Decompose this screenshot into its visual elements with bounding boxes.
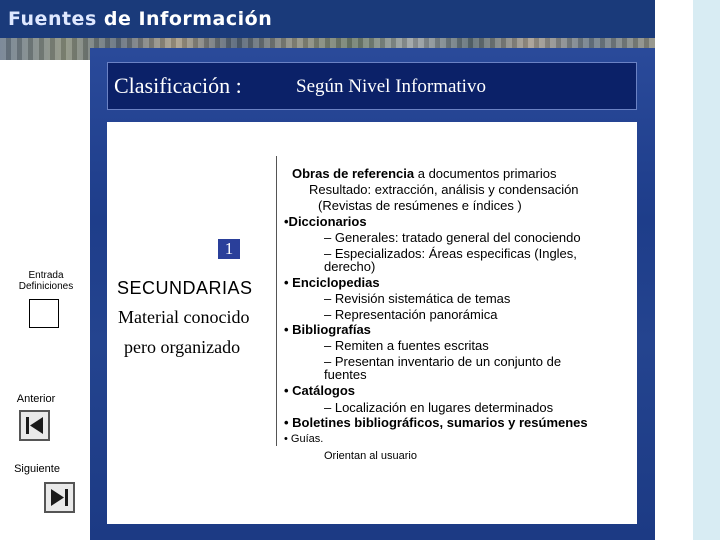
diccionarios-item-2b: derecho)	[324, 259, 376, 274]
header-title-part2: de Información	[103, 8, 273, 30]
number-badge: 1	[218, 239, 240, 259]
bibliografias-heading: • Bibliografías	[284, 322, 371, 337]
slide-subtitle: Según Nivel Informativo	[296, 76, 486, 97]
intro-line	[292, 166, 556, 181]
guias-heading: • Guías.	[284, 433, 324, 445]
bibliografias-item-2b: fuentes	[324, 367, 367, 382]
catalogos-heading: • Catálogos	[284, 383, 356, 398]
slide-title: Clasificación :	[114, 73, 242, 98]
next-button[interactable]	[44, 482, 75, 513]
enciclopedias-heading: • Enciclopedias	[284, 275, 380, 290]
bibliografias-item-1: – Remiten a fuentes escritas	[324, 338, 489, 353]
diccionarios-heading: •Diccionarios	[284, 214, 367, 229]
previous-icon	[21, 412, 48, 439]
entrada-label-line1: Entrada	[28, 270, 64, 281]
bibliografias-item-2a: – Presentan inventario de un conjunto de	[324, 354, 562, 369]
entrada-definiciones-button[interactable]	[29, 299, 59, 328]
category-name: SECUNDARIAS	[117, 278, 253, 298]
header-title-part1: Fuentes	[8, 8, 97, 30]
divider-line	[276, 156, 277, 446]
boletines-heading: • Boletines bibliográficos, sumarios y resúmenes	[284, 415, 588, 430]
resultado-line: Resultado: extracción, análisis y condensación	[309, 182, 579, 197]
revistas-line: (Revistas de resúmenes e índices )	[318, 198, 522, 213]
far-right-margin	[693, 0, 720, 540]
right-margin	[655, 0, 693, 540]
intro-rest: a documentos primarios	[414, 166, 557, 181]
entrada-label-line2: Definiciones	[18, 281, 74, 292]
entrada-definiciones-label	[14, 270, 78, 292]
diccionarios-item-2a: – Especializados: Áreas especificas (Ingles,	[324, 246, 577, 261]
catalogos-item-1: – Localización en lugares determinados	[324, 400, 554, 415]
category-description-line2: pero organizado	[124, 337, 241, 357]
category-description-line1: Material conocido	[118, 307, 250, 327]
siguiente-label: Siguiente	[14, 463, 60, 475]
slide-title-bar	[107, 62, 637, 110]
diccionarios-item-1: – Generales: tratado general del conociendo	[324, 230, 581, 245]
intro-bold: Obras de referencia	[292, 166, 415, 181]
header-title	[8, 8, 272, 30]
enciclopedias-item-2: – Representación panorámica	[324, 307, 498, 322]
anterior-label: Anterior	[16, 393, 56, 405]
previous-button[interactable]	[19, 410, 50, 441]
guias-item-1: Orientan al usuario	[324, 450, 417, 462]
next-icon	[46, 484, 73, 511]
enciclopedias-item-1: – Revisión sistemática de temas	[324, 291, 511, 306]
